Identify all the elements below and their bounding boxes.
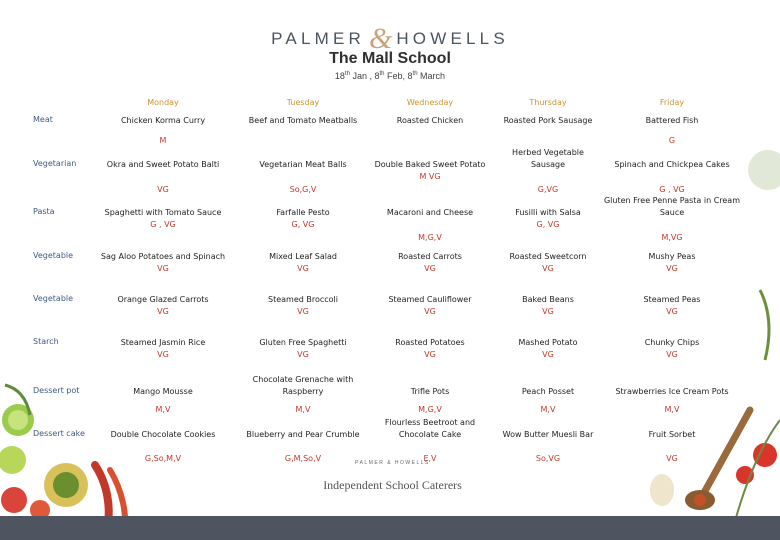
footer-brand: PALMER & HOWELLS [355,460,430,466]
allergen-code-vegetarian-1: So,G,V [289,185,317,194]
day-header-wednesday: Wednesday [406,98,454,107]
dish-vegetarian-0: Okra and Sweet Potato Balti [106,160,220,169]
allergen-code-starch-0: VG [157,350,169,359]
allergen-code-vegetable1-4: VG [666,264,678,273]
allergen-code-vegetable2-0: VG [157,307,169,316]
row-label-starch: Starch [33,337,59,346]
allergen-code-vegetable1-3: VG [542,264,554,273]
allergen-code-dessert-cake-2: E,V [423,454,437,463]
allergen-code-starch-3: VG [542,350,554,359]
dish-pasta-4-line2: Sauce [659,208,685,217]
dish-vegetable1-1: Mixed Leaf Salad [269,252,337,261]
allergen-code-dessert-cake-3: So,VG [535,454,561,463]
footer-bar [0,516,780,540]
allergen-code-dessert-cake-4: VG [666,454,678,463]
dish-dessert-cake-2-line2: Chocolate Cake [398,430,462,439]
brand-logo [0,18,780,55]
dish-pasta-0: Spaghetti with Tomato Sauce [104,208,222,217]
dish-vegetarian-4: Spinach and Chickpea Cakes [614,160,730,169]
allergen-code-vegetable2-2: VG [424,307,436,316]
dish-dessert-pot-4: Strawberries Ice Cream Pots [615,387,729,396]
dish-meat-1: Beef and Tomato Meatballs [248,116,358,125]
vegetables-left-image [0,360,140,540]
dish-pasta-4-line1: Gluten Free Penne Pasta in Cream [603,196,741,205]
allergen-code-pasta-4: M,VG [661,233,683,242]
dish-vegetable2-4: Steamed Peas [643,295,701,304]
date-2-day: 8 [374,71,380,81]
allergen-code-meat-4: G [668,136,676,145]
allergen-code-vegetable1-2: VG [424,264,436,273]
row-label-vegetable1: Vegetable [33,251,74,260]
dish-meat-0: Chicken Korma Curry [120,116,206,125]
allergen-code-vegetable1-1: VG [297,264,309,273]
footer-caterer: Independent School Caterers [323,478,462,492]
dish-vegetable1-2: Roasted Carrots [398,252,462,261]
dish-dessert-pot-0: Mango Mousse [133,387,193,396]
allergen-code-dessert-pot-2: M,G,V [418,405,442,414]
date-2-suffix: th [379,71,385,77]
allergen-code-pasta-2: M,G,V [418,233,442,242]
date-1-suffix: th [344,71,350,77]
dish-meat-2: Roasted Chicken [396,116,464,125]
brand-right: HOWELLS [396,29,509,48]
dish-starch-2: Roasted Potatoes [395,338,465,347]
dish-vegetable1-4: Mushy Peas [648,252,696,261]
dish-pasta-3: Fusilli with Salsa [515,208,581,217]
allergen-code-pasta-0: G , VG [150,220,176,229]
allergen-code-starch-1: VG [297,350,309,359]
allergen-code-vegetarian-2: M VG [419,172,441,181]
footer-logo [320,460,465,493]
day-header-friday: Friday [659,98,685,107]
row-label-meat: Meat [33,115,53,124]
date-2-month: Feb, [384,71,408,81]
brand-left: PALMER [271,29,365,48]
dish-vegetarian-2: Double Baked Sweet Potato [374,160,486,169]
dish-starch-1: Gluten Free Spaghetti [259,338,347,347]
dish-pasta-2: Macaroni and Cheese [386,208,474,217]
allergen-code-meat-0: M [159,136,167,145]
dish-dessert-cake-4: Fruit Sorbet [648,430,696,439]
dish-meat-3: Roasted Pork Sausage [503,116,593,125]
allergen-code-dessert-pot-1: M,V [295,405,311,414]
dish-dessert-pot-2: Trifle Pots [410,387,450,396]
dish-dessert-pot-3: Peach Posset [521,387,575,396]
dish-starch-3: Mashed Potato [518,338,578,347]
allergen-code-dessert-pot-0: M,V [155,405,171,414]
date-3-suffix: th [412,71,418,77]
allergen-code-dessert-pot-3: M,V [540,405,556,414]
dish-dessert-cake-0: Double Chocolate Cookies [110,430,216,439]
date-1-month: Jan , [349,71,375,81]
dish-dessert-cake-2-line1: Flourless Beetroot and [384,418,476,427]
allergen-code-vegetable1-0: VG [157,264,169,273]
allergen-code-dessert-cake-1: G,M,So,V [284,454,322,463]
dish-dessert-cake-1: Blueberry and Pear Crumble [246,430,360,439]
dish-dessert-pot-1-line1: Chocolate Grenache with [252,375,354,384]
brand-ampersand: & [368,22,393,55]
dish-vegetable2-3: Baked Beans [522,295,574,304]
allergen-code-vegetable2-3: VG [542,307,554,316]
row-label-dessert-cake: Dessert cake [33,429,85,438]
allergen-code-vegetable2-1: VG [297,307,309,316]
dish-vegetable2-2: Steamed Cauliflower [388,295,472,304]
dish-meat-4: Battered Fish [645,116,699,125]
allergen-code-dessert-pot-4: M,V [664,405,680,414]
allergen-code-starch-4: VG [666,350,678,359]
dish-vegetable1-3: Roasted Sweetcorn [509,252,587,261]
allergen-code-vegetarian-3: G,VG [537,185,559,194]
allergen-code-vegetarian-4: G , VG [659,185,685,194]
day-header-thursday: Thursday [529,98,567,107]
row-label-vegetable2: Vegetable [33,294,74,303]
dish-dessert-pot-1-line2: Raspberry [282,387,324,396]
allergen-code-pasta-3: G, VG [536,220,560,229]
allergen-code-vegetarian-0: VG [157,185,169,194]
dish-vegetarian-1: Vegetarian Meat Balls [259,160,347,169]
dish-dessert-cake-3: Wow Butter Muesli Bar [502,430,594,439]
date-3-month: March [417,71,446,81]
page-title: The Mall School [329,50,451,67]
dish-starch-0: Steamed Jasmin Rice [120,338,206,347]
dish-vegetarian-3-line2: Sausage [530,160,566,169]
dish-starch-4: Chunky Chips [644,338,700,347]
row-label-dessert-pot: Dessert pot [33,386,80,395]
dish-pasta-1: Farfalle Pesto [276,208,330,217]
vegetables-right-image [630,80,780,540]
date-3-day: 8 [407,71,413,81]
dish-vegetable2-1: Steamed Broccoli [267,295,338,304]
dish-vegetable2-0: Orange Glazed Carrots [117,295,209,304]
dish-vegetarian-3-line1: Herbed Vegetable [512,148,584,157]
allergen-code-vegetable2-4: VG [666,307,678,316]
date-1-day: 18 [334,71,345,81]
day-header-monday: Monday [147,98,179,107]
day-header-tuesday: Tuesday [286,98,320,107]
allergen-code-dessert-cake-0: G,So,M,V [144,454,182,463]
row-label-vegetarian: Vegetarian [33,159,77,168]
allergen-code-pasta-1: G, VG [291,220,315,229]
allergen-code-starch-2: VG [424,350,436,359]
dish-vegetable1-0: Sag Aloo Potatoes and Spinach [100,252,226,261]
row-label-pasta: Pasta [33,207,55,216]
